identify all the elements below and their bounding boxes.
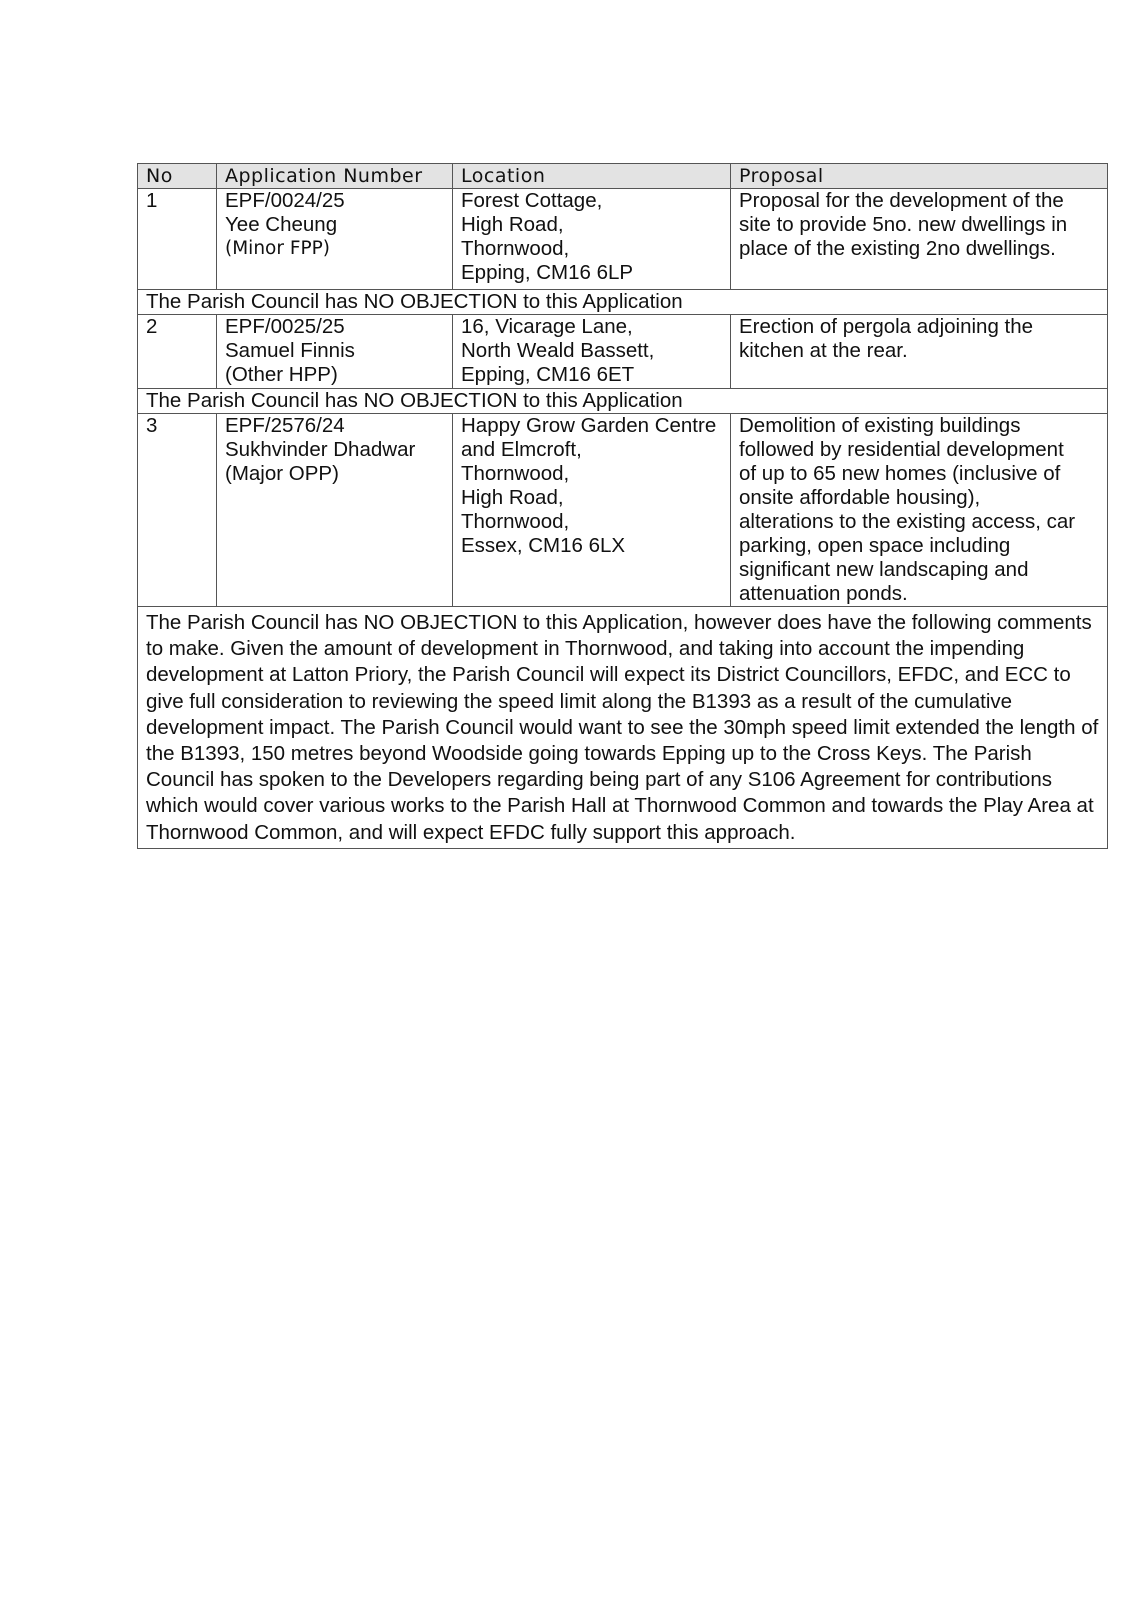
proposal-line: followed by residential development (739, 438, 1064, 461)
proposal-line: significant new landscaping and (739, 558, 1029, 581)
location-line: High Road, (461, 213, 564, 236)
application-type: (Major OPP) (225, 462, 339, 485)
row-number: 2 (138, 315, 217, 389)
verdict-comment-text (138, 607, 1108, 849)
proposal-line: site to provide 5no. new dwellings in (739, 213, 1068, 236)
application-cell (217, 315, 453, 389)
header-location: Location (453, 164, 731, 189)
proposal-line: Proposal for the development of the (739, 189, 1064, 212)
verdict-row (138, 290, 1108, 315)
table-row (138, 315, 1108, 389)
header-proposal: Proposal (731, 164, 1108, 189)
proposal-line: parking, open space including (739, 534, 1011, 557)
location-line: and Elmcroft, (461, 438, 582, 461)
proposal-line: of up to 65 new homes (inclusive of (739, 462, 1061, 485)
application-ref: EPF/0025/25 (225, 315, 345, 338)
proposal-cell (731, 189, 1108, 290)
table-header-row (138, 164, 1108, 189)
application-ref: EPF/0024/25 (225, 189, 345, 212)
location-cell (453, 414, 731, 607)
application-cell (217, 414, 453, 607)
applicant-name: Sukhvinder Dhadwar (225, 438, 416, 461)
location-line: 16, Vicarage Lane, (461, 315, 633, 338)
location-line: Epping, CM16 6ET (461, 363, 635, 386)
proposal-line: Erection of pergola adjoining the (739, 315, 1034, 338)
row-number: 3 (138, 414, 217, 607)
location-line: Forest Cottage, (461, 189, 603, 212)
location-line: North Weald Bassett, (461, 339, 655, 362)
proposal-cell (731, 315, 1108, 389)
location-line: High Road, (461, 486, 564, 509)
proposal-line: kitchen at the rear. (739, 339, 908, 362)
location-cell (453, 315, 731, 389)
applicant-name: Samuel Finnis (225, 339, 355, 362)
table-row (138, 189, 1108, 290)
applicant-name: Yee Cheung (225, 213, 338, 236)
location-line: Happy Grow Garden Centre (461, 414, 717, 437)
location-line: Essex, CM16 6LX (461, 534, 626, 557)
application-type: (Other HPP) (225, 363, 338, 386)
location-line: Thornwood, (461, 462, 570, 485)
verdict-comment-paragraph: The Parish Council has NO OBJECTION to this Application, however does have the following comments to make. Given the amount of development in Thornwood, and taking into account the impending development at Latton Priory, the Parish Council will expect its District Councillors, EFDC, and ECC to give full consideration to reviewing the speed limit along the B1393 as a result of the cumulative development impact. The Parish Council would want to see the 30mph speed limit extended the length of the B1393, 150 metres beyond Woodside going towards Epping up to the Cross Keys. The Parish Council has spoken to the Developers regarding being part of any S106 Agreement for contributions which would cover various works to the Parish Hall at Thornwood Common and towards the Play Area at Thornwood Common, and will expect EFDC fully support this approach. (146, 611, 1099, 844)
proposal-line: Demolition of existing buildings (739, 414, 1021, 437)
location-line: Epping, CM16 6LP (461, 261, 634, 284)
header-no: No (138, 164, 217, 189)
table-row (138, 414, 1108, 607)
application-cell (217, 189, 453, 290)
proposal-line: onsite affordable housing), (739, 486, 981, 509)
proposal-line: alterations to the existing access, car (739, 510, 1076, 533)
verdict-text: The Parish Council has NO OBJECTION to this Application (138, 389, 1108, 414)
proposal-line: place of the existing 2no dwellings. (739, 237, 1056, 260)
verdict-comment-row (138, 607, 1108, 849)
verdict-text: The Parish Council has NO OBJECTION to this Application (138, 290, 1108, 315)
location-cell (453, 189, 731, 290)
application-ref: EPF/2576/24 (225, 414, 345, 437)
location-line: Thornwood, (461, 510, 570, 533)
row-number: 1 (138, 189, 217, 290)
verdict-row (138, 389, 1108, 414)
header-application-number: Application Number (217, 164, 453, 189)
location-line: Thornwood, (461, 237, 570, 260)
proposal-cell (731, 414, 1108, 607)
proposal-line: attenuation ponds. (739, 582, 908, 605)
applications-table (137, 163, 1108, 849)
application-type: (Minor FPP) (225, 238, 331, 259)
